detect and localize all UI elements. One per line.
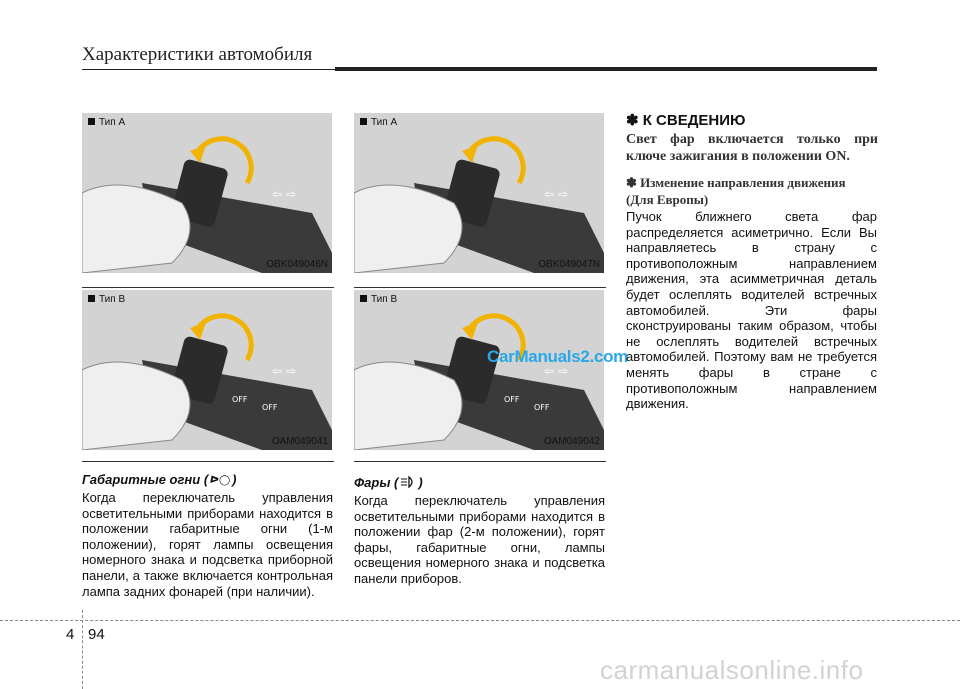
figure-label: Тип A xyxy=(360,117,397,128)
note-heading: ✽ К СВЕДЕНИЮ xyxy=(626,112,746,129)
svg-text:⇦ ⇨: ⇦ ⇨ xyxy=(272,187,296,201)
svg-text:⇦ ⇨: ⇦ ⇨ xyxy=(544,187,568,201)
switch-illustration xyxy=(82,113,332,273)
footer-divider xyxy=(82,610,83,689)
figure-code: OBK049047N xyxy=(538,259,600,270)
page-chapter: 4 xyxy=(66,626,75,643)
switch-illustration xyxy=(82,290,332,450)
figure-divider xyxy=(82,461,334,462)
note-subheading: ✽ Изменение направления движения (Для Европы) xyxy=(626,175,846,207)
figure-code: OBK049046N xyxy=(266,259,328,270)
section-title-parking: Габаритные огни ( ᐅ◯ ) xyxy=(82,472,237,489)
note-ignition-text: Свет фар включается только при ключе зажигания в положении ON. xyxy=(626,132,878,164)
section-title-headlights: Фары ( ) xyxy=(354,475,423,492)
switch-illustration xyxy=(354,113,604,273)
page-number: 94 xyxy=(88,626,105,643)
svg-text:⇦ ⇨: ⇦ ⇨ xyxy=(544,364,568,378)
figure-divider xyxy=(82,287,334,288)
figure-parking-type-a xyxy=(82,113,332,273)
svg-text:ᐅ◯ᐊ: ᐅ◯ xyxy=(210,475,231,487)
figure-label: Тип A xyxy=(88,117,125,128)
figure-parking-type-b xyxy=(82,290,332,450)
svg-text:OFF: OFF xyxy=(504,395,520,404)
headlight-icon xyxy=(400,475,416,492)
svg-text:⇦ ⇨: ⇦ ⇨ xyxy=(272,364,296,378)
note-text: Пучок ближнего света фар распределяется асиметрично. Если Вы направляетесь в страну с противоположным направлением движения, эта асимметричная деталь будет ослеплять водителей встречных автомобилей. Эти фары сконструированы таким образом, чтобы не ослеплять водителей встречных автомобилей. Поэтому вам не требуется менять фары в стране с противоположным направлением движения. xyxy=(626,209,877,412)
figure-label: Тип B xyxy=(360,294,397,305)
figure-headlight-type-a xyxy=(354,113,604,273)
figure-code: OAM049042 xyxy=(543,436,600,447)
figure-code: OAM049041 xyxy=(271,436,328,447)
svg-text:OFF: OFF xyxy=(232,395,248,404)
section-text-parking: Когда переключатель управления осветительными приборами находится в положении габаритные огни (1-м положении), горят лампы освещения номерного знака и подсветка приборной панели, а также включается контрольная лампа задних фонарей (при наличии). xyxy=(82,490,333,599)
svg-text:OFF: OFF xyxy=(262,403,278,412)
figure-headlight-type-b xyxy=(354,290,604,450)
figure-divider xyxy=(354,461,606,462)
svg-text:OFF: OFF xyxy=(534,403,550,412)
section-text-headlights: Когда переключатель управления осветительными приборами находится в положении фар (2-м положении), горят фары, габаритные огни, лампы освещения номерного знака и подсветка панели приборов. xyxy=(354,493,605,586)
parking-light-icon xyxy=(210,472,230,489)
figure-label: Тип B xyxy=(88,294,125,305)
switch-illustration xyxy=(354,290,604,450)
header-title: Характеристики автомобиля xyxy=(82,44,313,65)
figure-divider xyxy=(354,287,606,288)
header-rule-thick xyxy=(335,67,877,71)
watermark-carmanuals: CarManuals2.com xyxy=(487,347,628,366)
site-watermark: carmanualsonline.info xyxy=(600,655,864,685)
footer-rule xyxy=(0,620,960,621)
